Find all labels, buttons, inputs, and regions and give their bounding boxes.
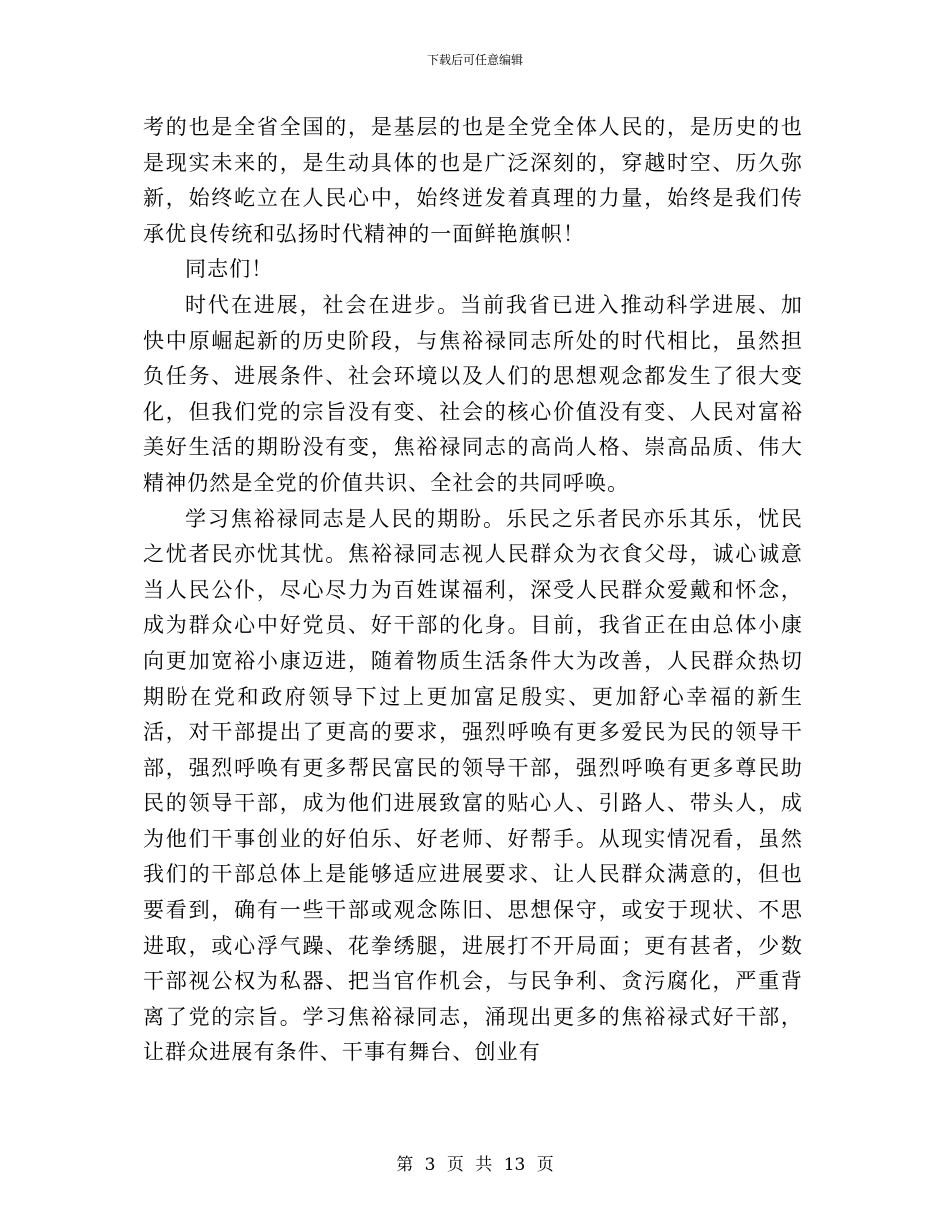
paragraph-era-progress: 时代在进展，社会在进步。当前我省已进入推动科学进展、加快中原崛起新的历史阶段，与焦裕禄同志所处的时代相比，虽然担负任务、进展条件、社会环境以及人们的思想观念都发生了很大变化，但我们党的宗旨没有变、社会的核心价值没有变、人民对富裕美好生活的期盼没有变，焦裕禄同志的高尚人格、崇高品质、伟大精神仍然是全党的价值共识、全社会的共同呼唤。 <box>143 292 803 495</box>
page-number: 第 3 页 共 13 页 <box>396 1155 554 1175</box>
paragraph-salutation: 同志们！ <box>185 257 274 282</box>
paragraph-peoples-expectation: 学习焦裕禄同志是人民的期盼。乐民之乐者民亦乐其乐，忧民之忧者民亦忧其忧。焦裕禄同志视人民群众为衣食父母，诚心诚意当人民公仆，尽心尽力为百姓谋福利，深受人民群众爱戴和怀念，成为群众心中好党员、好干部的化身。目前，我省正在由总体小康向更加宽裕小康迈进，随着物质生活条件大为改善，人民群众热切期盼在党和政府领导下过上更加富足殷实、更加舒心幸福的新生活，对干部提出了更高的要求，强烈呼唤有更多爱民为民的领导干部，强烈呼唤有更多帮民富民的领导干部，强烈呼唤有更多尊民助民的领导干部，成为他们进展致富的贴心人、引路人、带头人，成为他们干事创业的好伯乐、好老师、好帮手。从现实情况看，虽然我们的干部总体上是能够适应进展要求、让人民群众满意的，但也要看到，确有一些干部或观念陈旧、思想保守，或安于现状、不思进取，或心浮气躁、花拳绣腿，进展打不开局面；更有甚者，少数干部视公权为私器、把当官作机会，与民争利、贪污腐化，严重背离了党的宗旨。学习焦裕禄同志，涌现出更多的焦裕禄式好干部，让群众进展有条件、干事有舞台、创业有 <box>143 506 803 1065</box>
document-body <box>143 110 803 1071</box>
paragraph-continuation: 考的也是全省全国的，是基层的也是全党全体人民的，是历史的也是现实未来的，是生动具体的也是广泛深刻的，穿越时空、历久弥新，始终屹立在人民心中，始终迸发着真理的力量，始终是我们传承优良传统和弘扬时代精神的一面鲜艳旗帜！ <box>143 115 803 246</box>
page-header: 下载后可任意编辑 <box>426 53 523 67</box>
